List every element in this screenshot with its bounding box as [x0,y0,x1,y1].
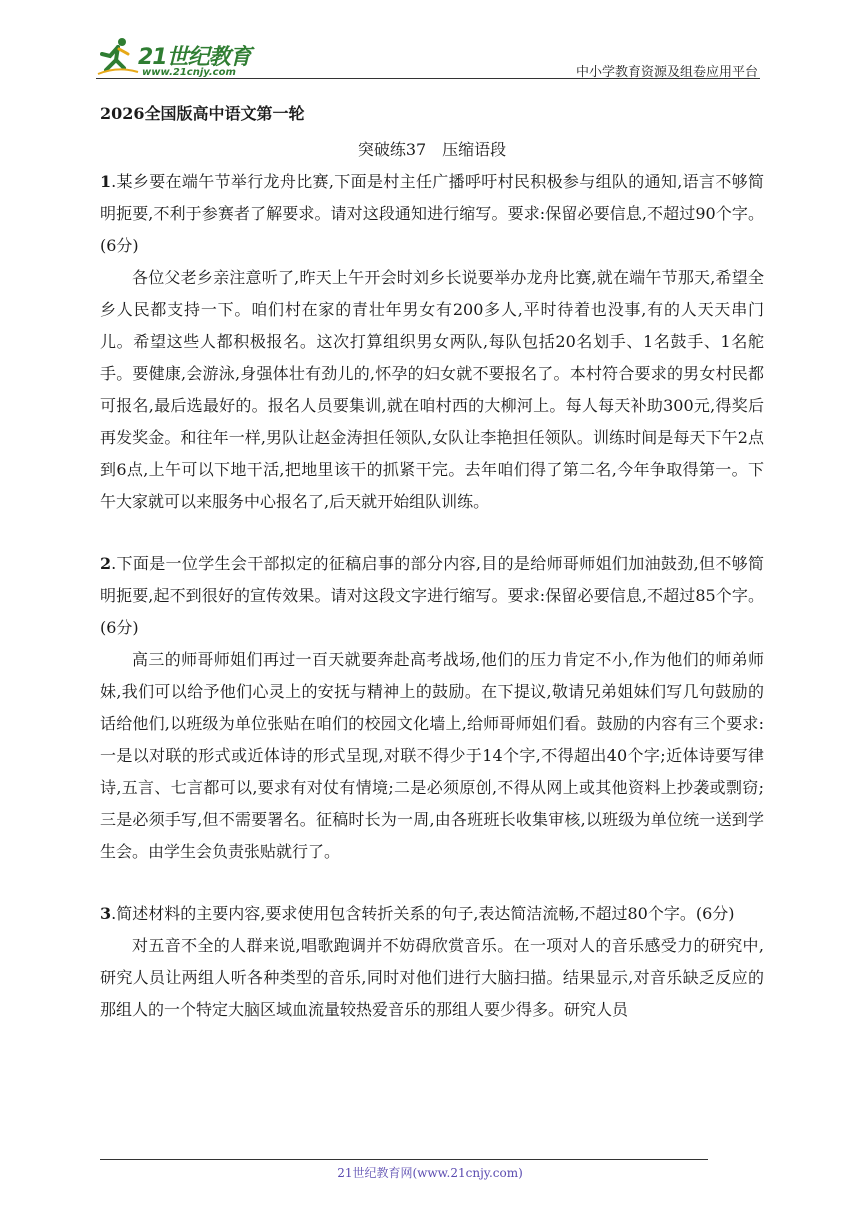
runner-logo-icon [96,36,140,76]
footer-link[interactable]: 21世纪教育网(www.21cnjy.com) [337,1166,523,1180]
document-body [100,98,764,1026]
page-header [96,28,760,80]
page-title: 突破练37 压缩语段 [357,140,507,159]
question-1 [100,166,764,262]
platform-name: 中小学教育资源及组卷应用平台 [575,65,758,80]
spacer [100,518,764,548]
question-number: 3 [100,904,112,923]
question-3 [100,898,764,930]
logo-text: 21世纪教育 [138,45,251,70]
question-3-passage: 对五音不全的人群来说,唱歌跑调并不妨碍欣赏音乐。在一项对人的音乐感受力的研究中,研究人员让两组人听各种类型的音乐,同时对他们进行大脑扫描。结果显示,对音乐缺乏反应的那组人的一个特定大脑区域血流量较热爱音乐的那组人要少得多。研究人员 [100,936,764,1019]
question-number: 2 [100,554,112,573]
site-logo[interactable] [96,36,266,78]
question-stem: .某乡要在端午节举行龙舟比赛,下面是村主任广播呼吁村民积极参与组队的通知,语言不够简明扼要,不利于参赛者了解要求。请对这段通知进行缩写。要求:保留必要信息,不超过90个字。(6分) [100,172,764,255]
series-title: 2026全国版高中语文第一轮 [100,104,305,123]
question-2-passage: 高三的师哥师姐们再过一百天就要奔赴高考战场,他们的压力肯定不小,作为他们的师弟师妹,我们可以给予他们心灵上的安抚与精神上的鼓励。在下提议,敬请兄弟姐妹们写几句鼓励的话给他们,以班级为单位张贴在咱们的校园文化墙上,给师哥师姐们看。鼓励的内容有三个要求:一是以对联的形式或近体诗的形式呈现,对联不得少于14个字,不得超出40个字;近体诗要写律诗,五言、七言都可以,要求有对仗有情境;二是必须原创,不得从网上或其他资料上抄袭或剽窃;三是必须手写,但不需要署名。征稿时长为一周,由各班班长收集审核,以班级为单位统一送到学生会。由学生会负责张贴就行了。 [100,650,764,861]
question-number: 1 [100,172,112,191]
question-stem: .简述材料的主要内容,要求使用包含转折关系的句子,表达简洁流畅,不超过80个字。(6分) [111,904,735,923]
spacer [100,868,764,898]
logo-url: www.21cnjy.com [142,67,236,78]
question-stem: .下面是一位学生会干部拟定的征稿启事的部分内容,目的是给师哥师姐们加油鼓劲,但不够简明扼要,起不到很好的宣传效果。请对这段文字进行缩写。要求:保留必要信息,不超过85个字。(6分) [100,554,764,637]
question-2 [100,548,764,644]
header-divider [96,78,760,79]
question-1-passage: 各位父老乡亲注意听了,昨天上午开会时刘乡长说要举办龙舟比赛,就在端午节那天,希望全乡人民都支持一下。咱们村在家的青壮年男女有200多人,平时待着也没事,有的人天天串门儿。希望这些人都积极报名。这次打算组织男女两队,每队包括20名划手、1名鼓手、1名舵手。要健康,会游泳,身强体壮有劲儿的,怀孕的妇女就不要报名了。本村符合要求的男女村民都可报名,最后选最好的。报名人员要集训,就在咱村西的大柳河上。每人每天补助300元,得奖后再发奖金。和往年一样,男队让赵金涛担任领队,女队让李艳担任领队。训练时间是每天下午2点到6点,上午可以下地干活,把地里该干的抓紧干完。去年咱们得了第二名,今年争取得第一。下午大家就可以来服务中心报名了,后天就开始组队训练。 [100,268,764,511]
footer-divider [100,1159,708,1160]
